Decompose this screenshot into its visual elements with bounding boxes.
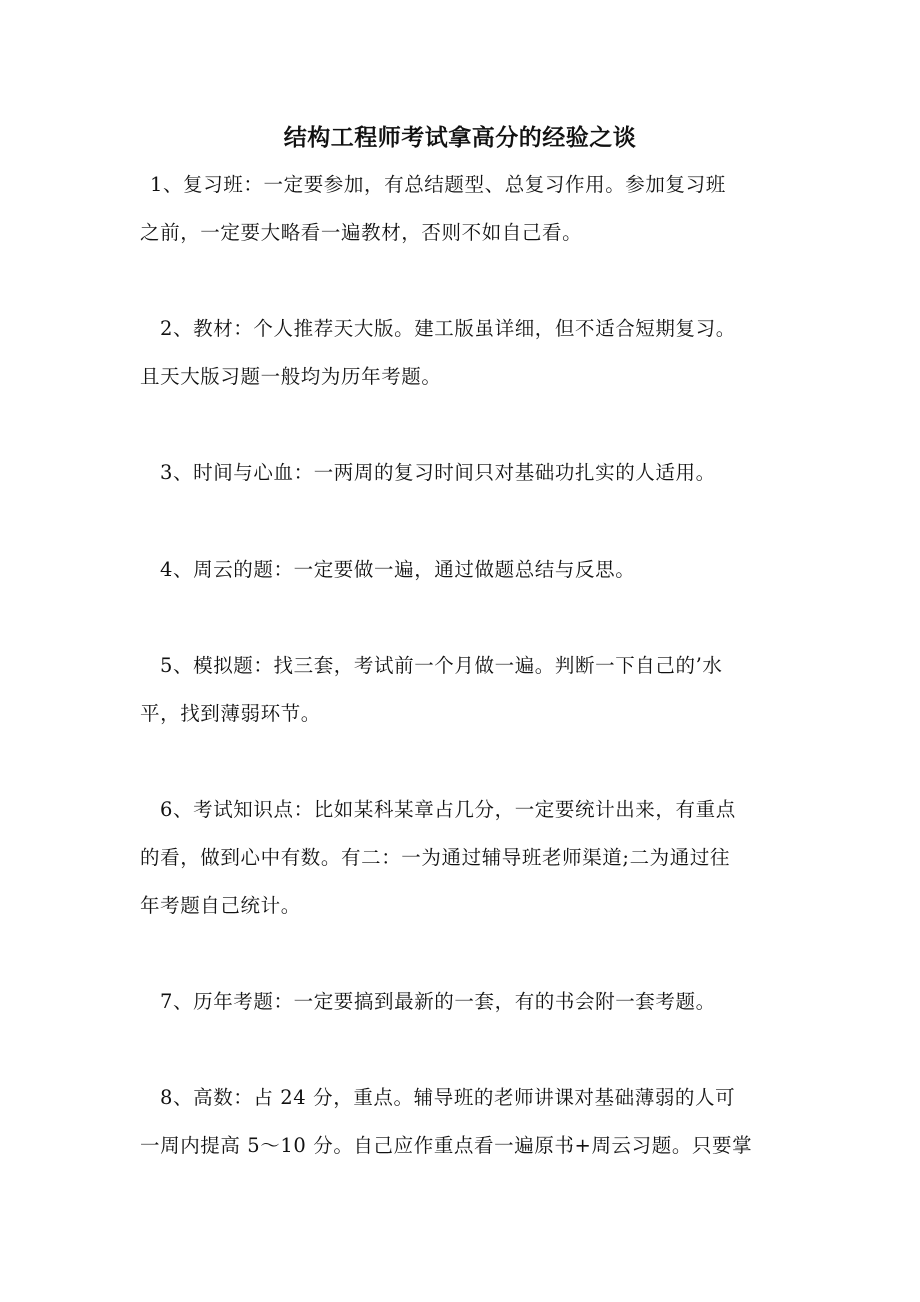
paragraph-line: 年考题自己统计。 xyxy=(140,894,301,917)
paragraph-line: 8、高数：占 24 分，重点。辅导班的老师讲课对基础薄弱的人可 xyxy=(160,1086,736,1109)
paragraph-line: 且天大版习题一般均为历年考题。 xyxy=(140,365,442,388)
paragraph-line: 4、周云的题：一定要做一遍，通过做题总结与反思。 xyxy=(160,558,636,581)
paragraph-line: 的看，做到心中有数。有二：一为通过辅导班老师渠道;二为通过往 xyxy=(140,846,731,869)
document-title: 结构工程师考试拿高分的经验之谈 xyxy=(283,124,637,151)
paragraph-line: 之前，一定要大略看一遍教材，否则不如自己看。 xyxy=(140,221,583,244)
paragraph-line: 1、复习班：一定要参加，有总结题型、总复习作用。参加复习班 xyxy=(150,173,726,196)
paragraph-line: 2、教材：个人推荐天大版。建工版虽详细，但不适合短期复习。 xyxy=(160,317,736,340)
paragraph-line: 一周内提高 5～10 分。自己应作重点看一遍原书+周云习题。只要掌 xyxy=(140,1134,753,1157)
paragraph-line: 6、考试知识点：比如某科某章占几分，一定要统计出来，有重点 xyxy=(160,798,736,821)
paragraph-line: 5、模拟题：找三套，考试前一个月做一遍。判断一下自己的’水 xyxy=(160,654,723,677)
paragraph-line: 3、时间与心血：一两周的复习时间只对基础功扎实的人适用。 xyxy=(160,461,716,484)
paragraph-line: 7、历年考题：一定要搞到最新的一套，有的书会附一套考题。 xyxy=(160,990,716,1013)
paragraph-line: 平，找到薄弱环节。 xyxy=(140,702,321,725)
